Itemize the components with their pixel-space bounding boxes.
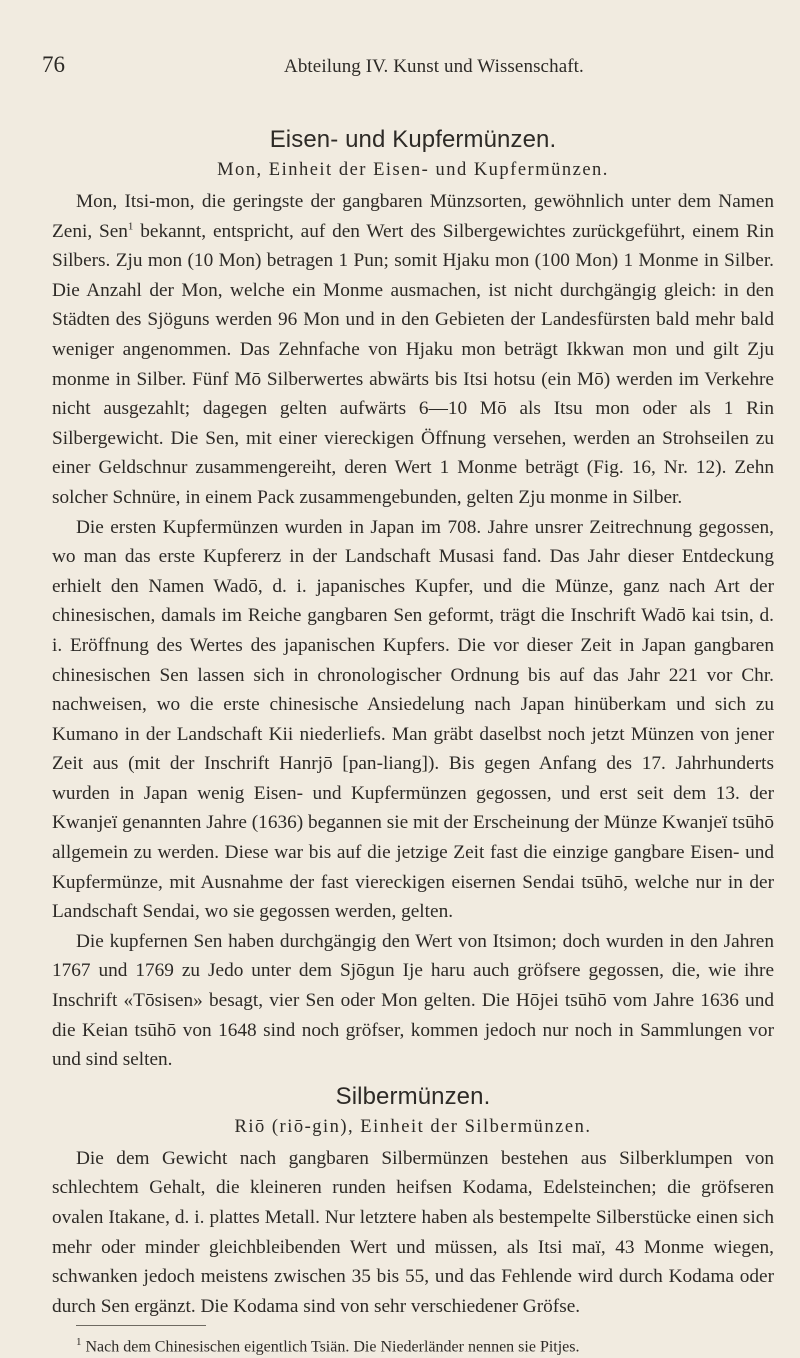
- running-header-title: Abteilung IV. Kunst und Wissenschaft.: [284, 56, 584, 77]
- page: [42, 50, 774, 1358]
- footnote: [76, 1332, 774, 1357]
- footnote-divider: [76, 1325, 206, 1326]
- page-number: 76: [42, 52, 65, 77]
- running-head: [42, 50, 774, 80]
- footnote-marker: 1: [76, 1336, 82, 1349]
- paragraph-mon-start: Mon, Itsi-mon, die geringste der gangbaren Münzsorten, gewöhnlich unter dem Namen Zeni, Sen: [52, 191, 774, 242]
- paragraph-erste-kupfermuenzen: Die ersten Kupfermünzen wurden in Japan im 708. Jahre unsrer Zeitrechnung gegossen, wo man das erste Kupfererz in der Landschaft Musasi fand. Das Jahr dieser Entdeckung erhielt den Namen Wadō, d. i. japanisches Kupfer, und die Münze, ganz nach Art der chinesischen, damals im Reiche gangbaren Sen geformt, trägt die Inschrift Wadō kai tsin, d. i. Eröffnung des Wertes des japanischen Kupfers. Die vor dieser Zeit in Japan gangbaren chinesischen Sen lassen sich in chronologischer Ordnung bis auf das Jahr 221 vor Chr. nachweisen, wo die erste chinesische Ansiedelung nach Japan hinüberkam und sich zu Kumano in der Landschaft Kii niederliefs. Man gräbt daselbst noch jetzt Münzen von jener Zeit aus (mit der Inschrift Hanrjō [pan-liang]). Bis gegen Anfang des 17. Jahrhunderts wurden in Japan wenig Eisen- und Kupfermünzen gegossen, und erst seit dem 13. der Kwanjeï genannten Jahre (1636) begannen sie mit der Erscheinung der Münze Kwanjeï tsūhō allgemein zu werden. Diese war bis auf die jetzige Zeit fast die einzige gangbare Eisen- und Kupfermünze, mit Ausnahme der fast viereckigen eisernen Sendai tsūhō, welche nur in der Landschaft Sendai, wo sie gegossen werden, gelten.: [52, 516, 774, 923]
- paragraph-mon-rest: bekannt, entspricht, auf den Wert des Silbergewichtes zurückgeführt, einem Rin Silbers. Zju mon (10 Mon) betragen 1 Pun; somit Hjaku mon (100 Mon) 1 Monme in Silber. Die Anzahl der Mon, welche ein Monme ausmachen, ist nicht durchgängig gleich: in den Städten des Sjöguns werden 96 Mon und in den Gebieten der Landesfürsten bald mehr bald weniger angenommen. Das Zehnfache von Hjaku mon beträgt Ikkwan mon und gilt Zju monme in Silber. Fünf Mō Silberwertes abwärts bis Itsi hotsu (ein Mō) werden im Verkehre nicht ausgezahlt; dagegen gelten aufwärts 6—10 Mō als Itsu mon oder als 1 Rin Silbergewicht. Die Sen, mit einer viereckigen Öffnung versehen, werden an Strohseilen zu einer Geldschnur zusammengereiht, deren Wert 1 Monme beträgt (Fig. 16, Nr. 12). Zehn solcher Schnüre, in einem Pack zusammengebunden, gelten Zju monme in Silber.: [52, 220, 774, 508]
- paragraph-silbermuenzen: Die dem Gewicht nach gangbaren Silbermünzen bestehen aus Silberklumpen von schlechtem Gehalt, die kleineren runden heifsen Kodama, Edelsteinchen; die gröfseren ovalen Itakane, d. i. plattes Metall. Nur letztere haben als bestempelte Silberstücke einen sich mehr oder minder gleichbleibenden Wert und müssen, als Itsi maï, 43 Monme wiegen, schwanken jedoch meistens zwischen 35 bis 55, und das Fehlende wird durch Kodama oder durch Sen ergänzt. Die Kodama sind von sehr verschiedener Gröfse.: [52, 1147, 774, 1317]
- paragraph-mon: [52, 187, 774, 513]
- footnote-reference: 1: [127, 220, 134, 233]
- section-heading-eisen-kupfer: Eisen- und Kupfermünzen.: [269, 126, 557, 153]
- unit-line-rio: Riō (riō-gin), Einheit der Silbermünzen.: [234, 1116, 592, 1137]
- paragraph-kupferne-sen: Die kupfernen Sen haben durchgängig den Wert von Itsimon; doch wurden in den Jahren 1767 und 1769 zu Jedo unter dem Sjōgun Ije haru auch gröfsere gegossen, die, wie ihre Inschrift «Tōsisen» besagt, vier Sen oder Mon gelten. Die Hōjei tsūhō vom Jahre 1636 und die Keian tsūhō von 1648 sind noch gröfser, kommen jedoch nur noch in Sammlungen vor und sind selten.: [52, 930, 774, 1071]
- unit-line-mon: Mon, Einheit der Eisen- und Kupfermünzen.: [217, 160, 609, 180]
- section-heading-silbermuenzen: Silbermünzen.: [335, 1082, 491, 1110]
- footnote-text: Nach dem Chinesischen eigentlich Tsiän. Die Niederländer nennen sie Pitjes.: [85, 1338, 580, 1356]
